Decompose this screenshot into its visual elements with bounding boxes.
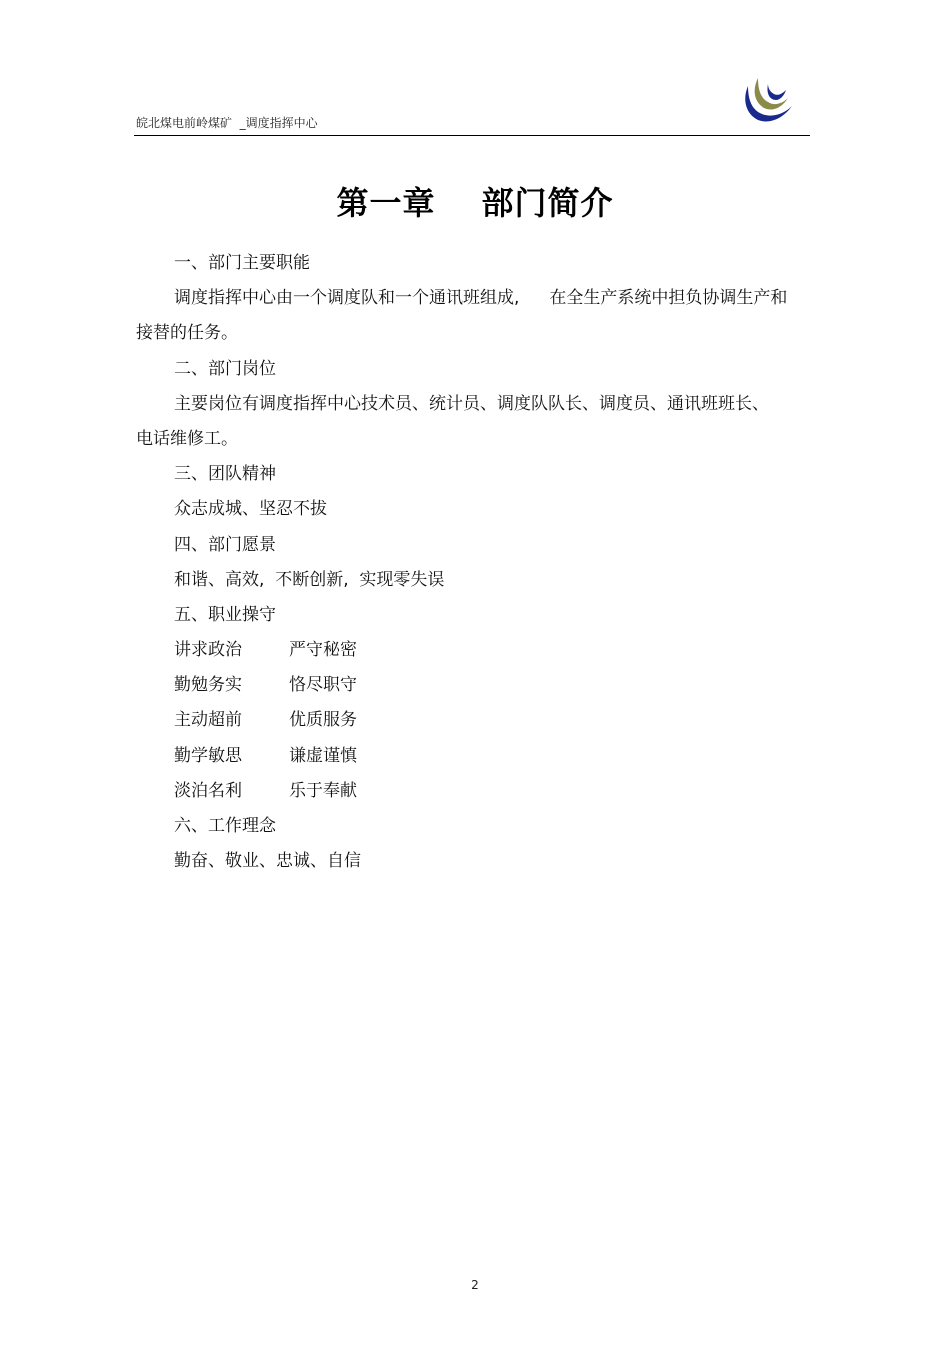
running-header — [136, 114, 318, 131]
section-heading: 五、职业操守 — [174, 604, 276, 625]
virtue-right: 恪尽职守 — [289, 675, 357, 696]
list-item — [136, 774, 826, 809]
virtue-right: 乐于奉献 — [289, 780, 357, 801]
chapter-title — [0, 178, 950, 224]
company-logo-icon — [738, 72, 796, 128]
paragraph-line: 接替的任务。 — [136, 323, 238, 344]
virtue-left: 讲求政治 — [174, 640, 242, 661]
list-item — [136, 703, 826, 738]
virtue-right: 严守秘密 — [289, 640, 357, 661]
paragraph-line: 主要岗位有调度指挥中心技术员、统计员、调度队队长、调度员、通讯班班长、 — [174, 393, 769, 414]
virtue-right: 优质服务 — [289, 710, 357, 731]
virtue-left: 勤勉务实 — [174, 675, 242, 696]
paragraph-line: 众志成城、坚忍不拔 — [174, 499, 327, 520]
header-company: 皖北煤电前岭煤矿 — [136, 116, 233, 130]
paragraph-text: 调度指挥中心由一个调度队和一个通讯班组成, — [174, 288, 520, 309]
virtue-left: 勤学敏思 — [174, 745, 242, 766]
paragraph-line — [136, 281, 826, 316]
list-item — [136, 739, 826, 774]
chapter-number: 第一章 — [336, 184, 436, 222]
paragraph-text: 在全生产系统中担负协调生产和 — [549, 288, 788, 309]
paragraph-line: 勤奋、敬业、忠诚、自信 — [174, 851, 361, 872]
list-item — [136, 633, 826, 668]
chapter-name: 部门简介 — [481, 184, 614, 222]
paragraph-line: 和谐、高效, 不断创新, 实现零失误 — [174, 569, 445, 590]
header-department: 调度指挥中心 — [245, 116, 318, 130]
document-body — [136, 246, 826, 879]
page-number: 2 — [471, 1278, 479, 1292]
paragraph-line: 电话维修工。 — [136, 428, 238, 449]
section-heading: 三、团队精神 — [174, 464, 276, 485]
section-heading: 四、部门愿景 — [174, 534, 276, 555]
virtue-left: 淡泊名利 — [174, 780, 242, 801]
virtue-left: 主动超前 — [174, 710, 242, 731]
section-heading: 二、部门岗位 — [174, 358, 276, 379]
header-rule — [134, 135, 810, 136]
header-separator: _ — [239, 116, 246, 130]
virtue-right: 谦虚谨慎 — [289, 745, 357, 766]
list-item — [136, 668, 826, 703]
section-heading: 六、工作理念 — [174, 816, 276, 836]
section-heading: 一、部门主要职能 — [174, 253, 310, 273]
